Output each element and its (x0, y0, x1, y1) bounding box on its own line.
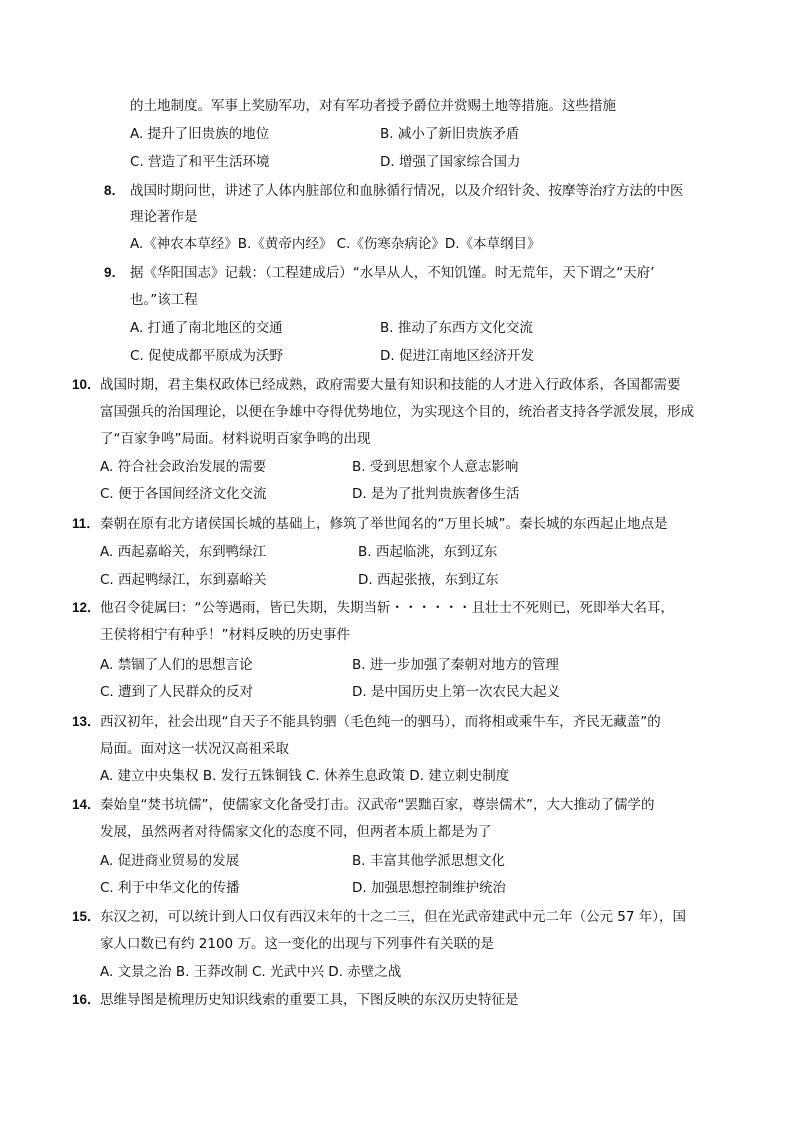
q11-option-b: B. 西起临洮，东到辽东 (358, 544, 498, 560)
q12-stem-line1: 他召令徒属曰：“公等遇雨，皆已失期，失期当斩・・・・・・且壮士不死则已，死即举大名耳， (100, 600, 674, 616)
q13-number: 13． (72, 714, 101, 729)
q11-option-a: A. 西起嘉峪关，东到鸭绿江 (100, 544, 267, 560)
q10-option-d: D. 是为了批判贵族奢侈生活 (352, 486, 520, 502)
q11-option-c: C. 西起鸭绿江，东到嘉峪关 (100, 572, 267, 588)
q7-option-a: A. 提升了旧贵族的地位 (130, 126, 270, 142)
q9-stem-line2: 也。”该工程 (130, 292, 198, 308)
q16-stem-line1: 思维导图是梳理历史知识线索的重要工具，下图反映的东汉历史特征是 (100, 992, 519, 1008)
q11-number: 11． (72, 516, 100, 531)
q8-number: 8． (104, 183, 126, 198)
q14-option-a: A. 促进商业贸易的发展 (100, 853, 240, 869)
q12-option-d: D. 是中国历史上第一次农民大起义 (352, 684, 560, 700)
q15-options: A. 文景之治 B. 王莽改制 C. 光武中兴 D. 赤壁之战 (100, 964, 402, 980)
q9-number: 9． (104, 265, 126, 280)
q12-option-c: C. 遭到了人民群众的反对 (100, 684, 254, 700)
q13-stem-line2: 局面。面对这一状况汉高祖采取 (100, 741, 289, 757)
q7-option-b: B. 减小了新旧贵族矛盾 (380, 126, 520, 142)
q11-option-d: D. 西起张掖，东到辽东 (358, 572, 499, 588)
q7-stem-cont: 的土地制度。军事上奖励军功，对有军功者授予爵位并赏赐土地等措施。这些措施 (130, 98, 616, 114)
q9-option-a: A. 打通了南北地区的交通 (130, 320, 283, 336)
q8-stem-line1: 战国时期问世，讲述了人体内脏部位和血脉循行情况，以及介绍针灸、按摩等治疗方法的中医 (130, 183, 684, 199)
q10-stem-line3: 了“百家争鸣”局面。材料说明百家争鸣的出现 (100, 431, 371, 447)
q8-stem-line2: 理论著作是 (130, 209, 198, 225)
q15-number: 15． (72, 909, 101, 924)
q10-option-c: C. 便于各国间经济文化交流 (100, 486, 267, 502)
q14-option-d: D. 加强思想控制维护统治 (352, 880, 506, 896)
q14-number: 14． (72, 797, 101, 812)
q14-stem-line1: 秦始皇“焚书坑儒”，使儒家文化备受打击。汉武帝“罢黜百家，尊崇儒术”，大大推动了儒学的 (100, 797, 655, 813)
q12-option-b: B. 进一步加强了秦朝对地方的管理 (352, 657, 559, 673)
q9-option-d: D. 促进江南地区经济开发 (380, 348, 534, 364)
q9-option-b: B. 推动了东西方文化交流 (380, 320, 533, 336)
q9-option-c: C. 促使成都平原成为沃野 (130, 348, 284, 364)
q7-option-c: C. 营造了和平生活环境 (130, 154, 270, 170)
q15-stem-line2: 家人口数已有约 2100 万。这一变化的出现与下列事件有关联的是 (100, 936, 494, 952)
q7-option-d: D. 增强了国家综合国力 (380, 154, 521, 170)
q14-option-b: B. 丰富其他学派思想文化 (352, 853, 505, 869)
q12-number: 12． (72, 600, 101, 615)
q12-stem-line2: 王侯将相宁有种乎！”材料反映的历史事件 (100, 627, 350, 643)
q11-stem-line1: 秦朝在原有北方诸侯国长城的基础上，修筑了举世闻名的“万里长城”。秦长城的东西起止地点是 (100, 516, 668, 532)
q10-stem-line2: 富国强兵的治国理论，以便在争雄中夺得优势地位，为实现这个目的，统治者支持各学派发展，形成 (100, 404, 694, 420)
q13-options: A. 建立中央集权 B. 发行五铢铜钱 C. 休养生息政策 D. 建立刺史制度 (100, 768, 510, 784)
q10-number: 10． (72, 377, 101, 392)
q9-stem-line1: 据《华阳国志》记载：（工程建成后）“水旱从人，不知饥馑。时无荒年，天下谓之“天府’ (130, 265, 655, 281)
q15-stem-line1: 东汉之初，可以统计到人口仅有西汉末年的十之二三，但在光武帝建武中元二年（公元 57 年），国 (100, 909, 687, 925)
q8-options: A.《神农本草经》B.《黄帝内经》 C.《伤寒杂病论》D.《本草纲目》 (130, 236, 541, 252)
q10-option-b: B. 受到思想家个人意志影响 (352, 459, 519, 475)
q14-option-c: C. 利于中华文化的传播 (100, 880, 240, 896)
q10-stem-line1: 战国时期，君主集权政体已经成熟，政府需要大量有知识和技能的人才进入行政体系，各国都需要 (100, 377, 681, 393)
q12-option-a: A. 禁锢了人们的思想言论 (100, 657, 253, 673)
q10-option-a: A. 符合社会政治发展的需要 (100, 459, 267, 475)
q16-number: 16． (72, 992, 101, 1007)
q14-stem-line2: 发展，虽然两者对待儒家文化的态度不同，但两者本质上都是为了 (100, 824, 492, 840)
q13-stem-line1: 西汉初年，社会出现“自天子不能具钧驷（毛色纯一的驷马），而将相或乘牛车，齐民无藏盖”的 (100, 714, 661, 730)
